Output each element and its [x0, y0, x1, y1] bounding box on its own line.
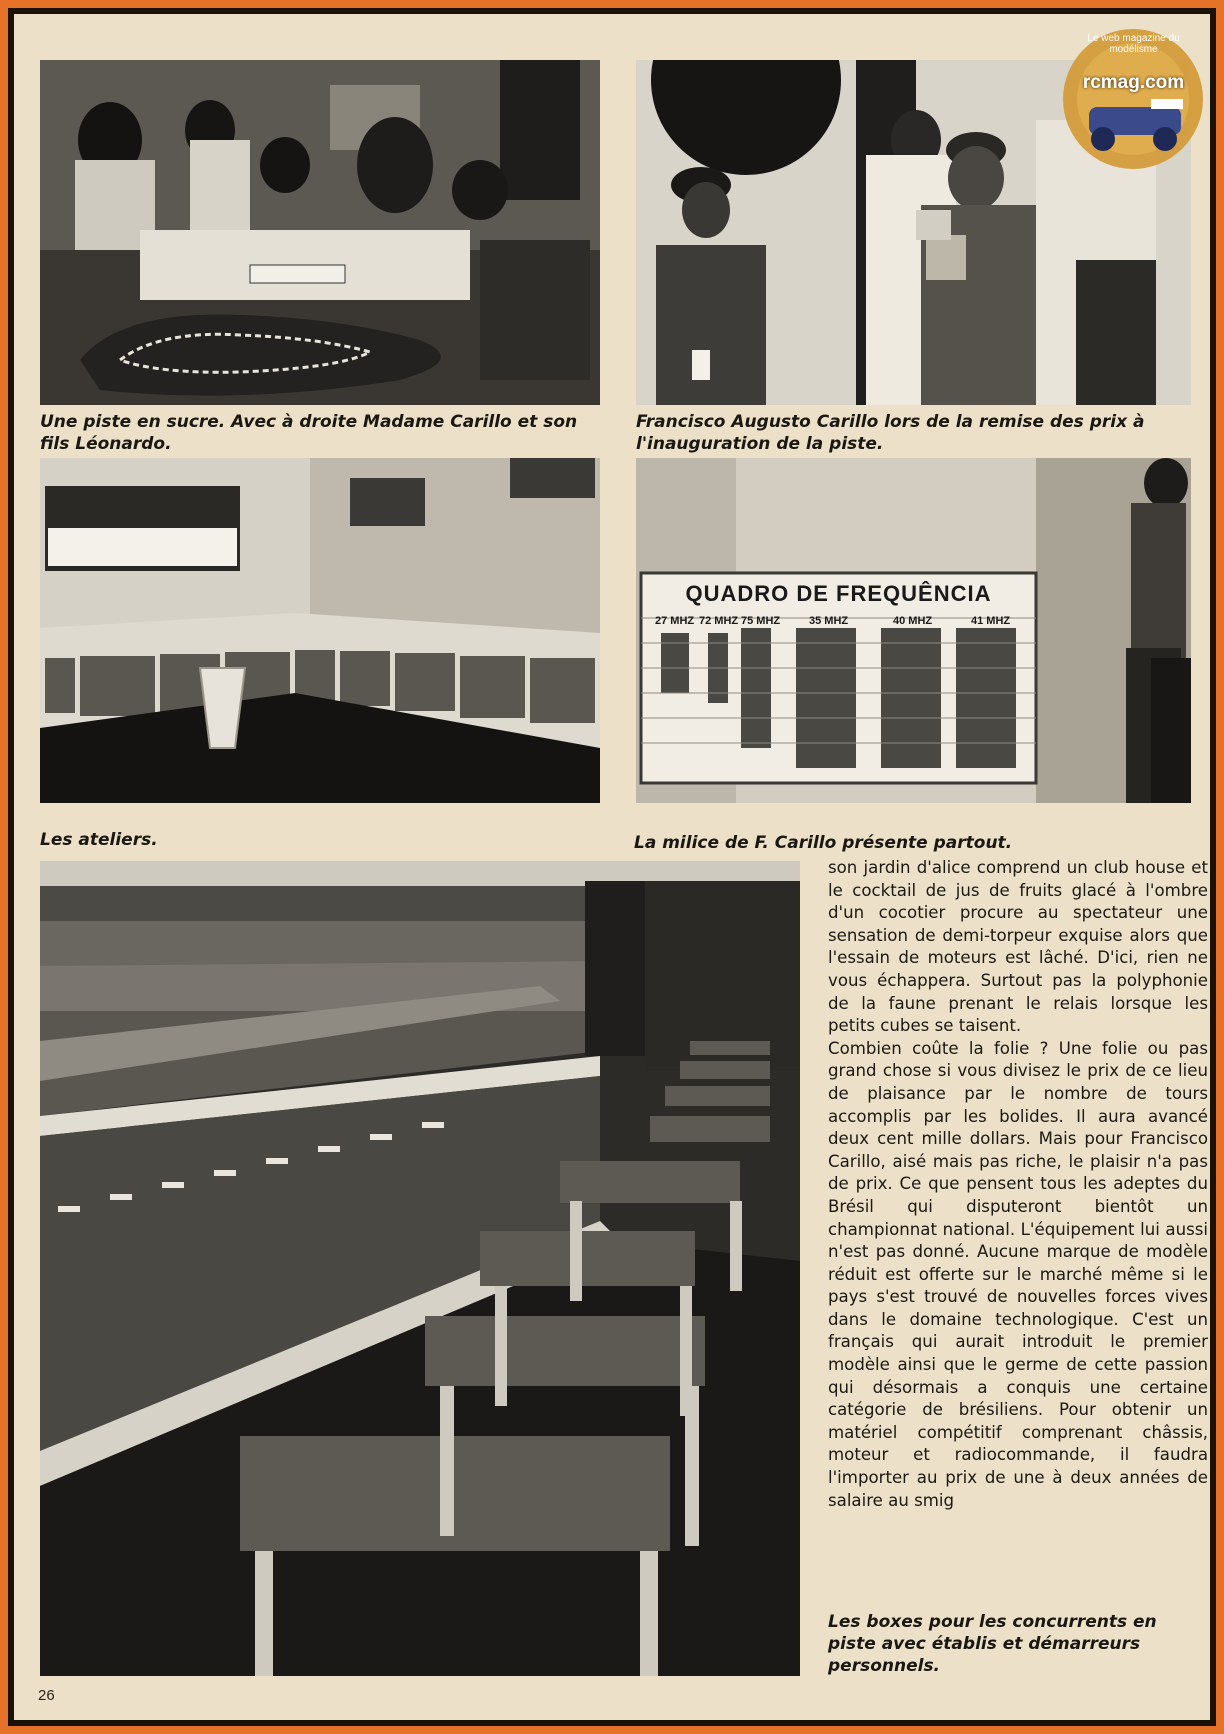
article-paragraph: Combien coûte la folie ? Une folie ou pas grand chose si vous divisez le prix de ce lieu de plaisance par le nombre de tours accomplis par les bolides. Il aura avancé deux cent mille dollars. Mais pour Francisco Carillo, aisé mais pas riche, le plaisir n'a pas de prix. Ce que pensent tous les adeptes du Brésil qui disputeront bientôt un championnat national. L'équipement lui aussi n'est pas donné. Aucune marque de modèle réduit est offerte sur le marché même si le pays s'est trouvé de nouvelles forces vives dans le domaine technologique. C'est un français qui aurait introduit le premier modèle ainsi que le germe de cette passion qui désormais a conquis une certaine catégorie de brésiliens. Pour obtenir un matériel compétitif comprenant châssis, moteur et radiocommande, il faudra l'importer au prix de une à deux années de salaire au smig [828, 1038, 1208, 1510]
board-column-41: 41 MHZ [971, 615, 1011, 627]
logo-text: rcmag.com [1082, 72, 1185, 93]
photo-workshops [40, 458, 600, 803]
page-number: 26 [38, 1687, 55, 1704]
rcmag-logo [1061, 27, 1206, 172]
article-paragraph: son jardin d'alice comprend un club house et le cocktail de jus de fruits glacé à l'ombre d'un cocotier procure au spectateur une sensation de demi-torpeur exquise alors que l'essain de moteurs est lâché. D'ici, rien ne vous échappera. Surtout pas la polyphonie de la faune prenant le relais lorsque les petits cubes se taisent. [828, 858, 1208, 1036]
caption-pit-boxes: Les boxes pour les concurrents en piste avec établis et démarreurs personnels. [828, 1612, 1157, 1676]
board-column-35: 35 MHZ [809, 615, 849, 627]
board-column-40: 40 MHZ [893, 615, 933, 627]
photo-frequency-board [636, 458, 1191, 803]
caption-frequency-board: La milice de F. Carillo présente partout. [634, 833, 1013, 853]
board-column-75: 75 MHZ [741, 615, 781, 627]
board-column-27: 27 MHZ [655, 615, 695, 627]
logo-tagline: Le web magazine du modélisme [1087, 33, 1180, 55]
caption-workshops: Les ateliers. [40, 830, 158, 850]
photo-sugar-track [40, 60, 600, 405]
article-body [828, 857, 1208, 1512]
photo-pit-boxes [40, 861, 800, 1676]
magazine-page [14, 14, 1210, 1720]
frequency-board [641, 573, 1036, 783]
board-column-72: 72 MHZ [699, 615, 739, 627]
caption-prize-giving: Francisco Augusto Carillo lors de la remise des prix à l'inauguration de la piste. [636, 412, 1145, 454]
board-title: QUADRO DE FREQUÊNCIA [685, 581, 992, 606]
caption-sugar-track: Une piste en sucre. Avec à droite Madame Carillo et son fils Léonardo. [40, 412, 578, 454]
